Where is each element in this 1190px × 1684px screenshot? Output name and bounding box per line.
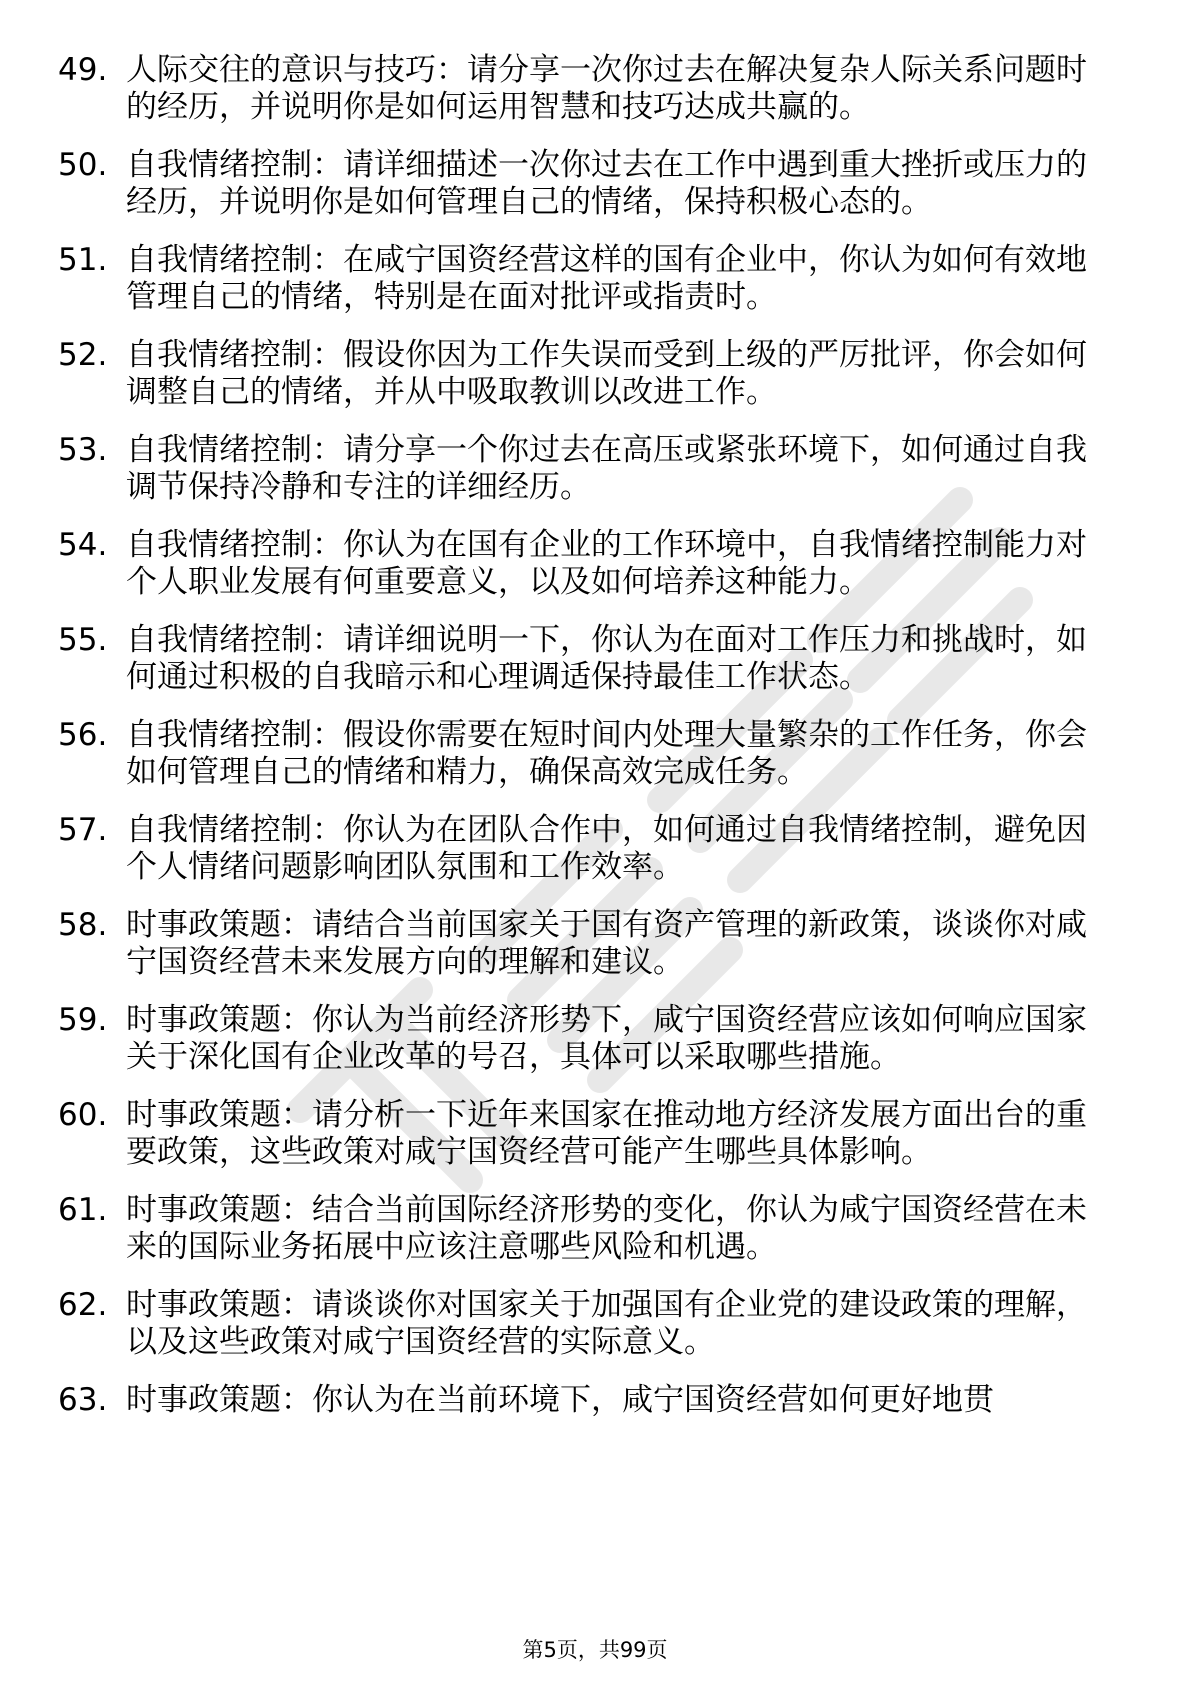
question-item <box>58 622 1098 696</box>
question-number: 58. <box>58 907 108 943</box>
question-text: 自我情绪控制：请详细描述一次你过去在工作中遇到重大挫折或压力的经历，并说明你是如何管理自己的情绪，保持积极心态的。 <box>126 147 1087 220</box>
question-number: 49. <box>58 52 108 88</box>
question-number: 62. <box>58 1287 108 1323</box>
question-number: 61. <box>58 1192 108 1228</box>
question-item <box>58 147 1098 221</box>
question-item <box>58 527 1098 601</box>
question-number: 56. <box>58 717 108 753</box>
question-text: 时事政策题：你认为在当前环境下，咸宁国资经营如何更好地贯 <box>126 1382 994 1418</box>
question-number: 54. <box>58 527 108 563</box>
question-item <box>58 52 1098 126</box>
question-text: 自我情绪控制：假设你需要在短时间内处理大量繁杂的工作任务，你会如何管理自己的情绪和精力，确保高效完成任务。 <box>126 717 1087 790</box>
question-text: 自我情绪控制：请详细说明一下，你认为在面对工作压力和挑战时，如何通过积极的自我暗示和心理调适保持最佳工作状态。 <box>126 622 1087 695</box>
question-text: 人际交往的意识与技巧：请分享一次你过去在解决复杂人际关系问题时的经历，并说明你是如何运用智慧和技巧达成共赢的。 <box>126 52 1087 125</box>
question-item <box>58 242 1098 316</box>
question-item <box>58 1097 1098 1171</box>
question-text: 自我情绪控制：假设你因为工作失误而受到上级的严厉批评，你会如何调整自己的情绪，并从中吸取教训以改进工作。 <box>126 337 1087 410</box>
question-number: 50. <box>58 147 108 183</box>
question-text: 自我情绪控制：请分享一个你过去在高压或紧张环境下，如何通过自我调节保持冷静和专注的详细经历。 <box>126 432 1087 505</box>
question-item <box>58 717 1098 791</box>
question-number: 59. <box>58 1002 108 1038</box>
question-item <box>58 1287 1098 1361</box>
question-text: 自我情绪控制：你认为在国有企业的工作环境中，自我情绪控制能力对个人职业发展有何重要意义，以及如何培养这种能力。 <box>126 527 1087 600</box>
question-number: 51. <box>58 242 108 278</box>
question-item <box>58 1192 1098 1266</box>
question-number: 60. <box>58 1097 108 1133</box>
question-text: 自我情绪控制：在咸宁国资经营这样的国有企业中，你认为如何有效地管理自己的情绪，特别是在面对批评或指责时。 <box>126 242 1087 315</box>
question-list <box>58 52 1098 1440</box>
question-text: 时事政策题：请结合当前国家关于国有资产管理的新政策，谈谈你对咸宁国资经营未来发展方向的理解和建议。 <box>126 907 1087 980</box>
question-number: 57. <box>58 812 108 848</box>
question-item <box>58 1002 1098 1076</box>
page-footer: 第5页，共99页 <box>522 1638 668 1662</box>
question-text: 自我情绪控制：你认为在团队合作中，如何通过自我情绪控制，避免因个人情绪问题影响团队氛围和工作效率。 <box>126 812 1087 885</box>
question-text: 时事政策题：请分析一下近年来国家在推动地方经济发展方面出台的重要政策，这些政策对咸宁国资经营可能产生哪些具体影响。 <box>126 1097 1087 1170</box>
question-text: 时事政策题：请谈谈你对国家关于加强国有企业党的建设政策的理解，以及这些政策对咸宁国资经营的实际意义。 <box>126 1287 1087 1360</box>
question-number: 63. <box>58 1382 108 1418</box>
question-number: 53. <box>58 432 108 468</box>
question-number: 55. <box>58 622 108 658</box>
question-text: 时事政策题：你认为当前经济形势下，咸宁国资经营应该如何响应国家关于深化国有企业改革的号召，具体可以采取哪些措施。 <box>126 1002 1087 1075</box>
question-item <box>58 812 1098 886</box>
question-item <box>58 1382 1098 1419</box>
question-item <box>58 907 1098 981</box>
question-item <box>58 337 1098 411</box>
question-number: 52. <box>58 337 108 373</box>
question-item <box>58 432 1098 506</box>
question-text: 时事政策题：结合当前国际经济形势的变化，你认为咸宁国资经营在未来的国际业务拓展中应该注意哪些风险和机遇。 <box>126 1192 1087 1265</box>
